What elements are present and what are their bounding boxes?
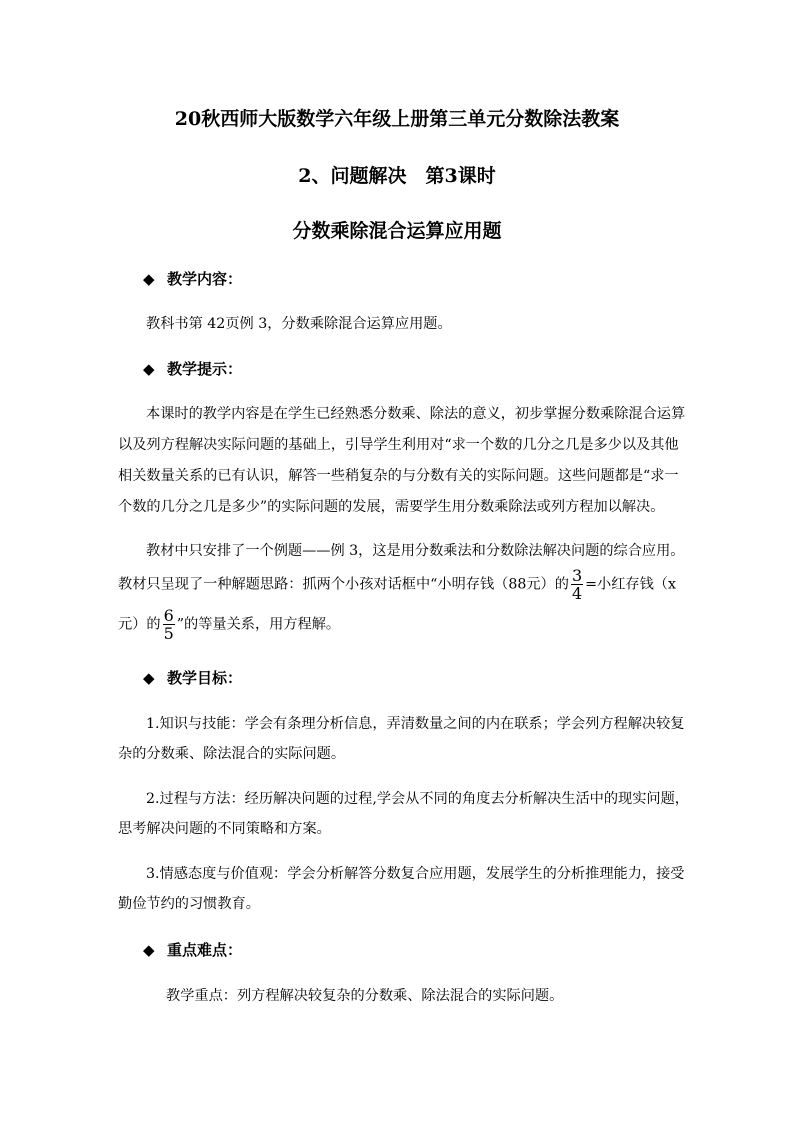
fraction-denominator: 5 <box>163 624 174 643</box>
key-points-text: 教学重点：列方程解决较复杂的分数乘、除法混合的实际问题。 <box>166 988 564 1004</box>
section-heading-content <box>143 268 242 289</box>
content-text: 教科书第 42页例 3，分数乘除混合运算应用题。 <box>146 316 452 332</box>
hint-para1-line4: 个数的几分之几是多少”的实际问题的发展，需要学生用分数乘除法或列方程加以解决。 <box>118 499 665 515</box>
section-heading-key-points <box>143 939 242 960</box>
fraction-six-fifths <box>163 607 175 642</box>
hint-para2-line2-tail: =小红存钱（x <box>585 576 676 593</box>
hint-para2-line3-text: 元）的 <box>118 616 161 633</box>
hint-para2-line2-text: 教材只呈现了一种解题思路：抓两个小孩对话框中“小明存钱（88元）的 <box>118 576 569 593</box>
section-heading-goals <box>143 667 242 688</box>
lesson-topic-title: 分数乘除混合运算应用题 <box>292 220 502 242</box>
hint-para2-line1: 教材中只安排了一个例题——例 3，这是用分数乘法和分数除法解决问题的综合应用。 <box>146 543 685 559</box>
hint-para1-line3: 相关数量关系的已有认识，解答一些稍复杂的与分数有关的实际问题。这些问题都是“求一 <box>118 468 679 484</box>
diamond-bullet-icon: ◆ <box>143 360 155 378</box>
goal-2-line2: 思考解决问题的不同策略和方案。 <box>118 821 331 837</box>
hint-para1-line2: 以及列方程解决实际问题的基础上，引导学生利用对“求一个数的几分之几是多少以及其他 <box>118 437 679 453</box>
document-title: 20秋西师大版数学六年级上册第三单元分数除法教案 <box>174 108 620 130</box>
section-heading-label: 教学提示： <box>167 360 243 378</box>
diamond-bullet-icon: ◆ <box>143 941 155 959</box>
fraction-numerator: 3 <box>571 566 583 585</box>
section-heading-label: 教学目标： <box>167 669 243 687</box>
goal-1-line1: 1.知识与技能：学会有条理分析信息，弄清数量之间的内在联系；学会列方程解决较复 <box>146 716 685 732</box>
diamond-bullet-icon: ◆ <box>143 270 155 288</box>
hint-para2-line2 <box>118 567 676 602</box>
fraction-denominator: 4 <box>571 584 583 603</box>
goal-2-line1: 2.过程与方法：经历解决问题的过程,学会从不同的角度去分析解决生活中的现实问题， <box>146 791 689 807</box>
section-heading-label: 重点难点： <box>167 941 243 959</box>
diamond-bullet-icon: ◆ <box>143 669 155 687</box>
hint-para1-line1: 本课时的教学内容是在学生已经熟悉分数乘、除法的意义，初步掌握分数乘除混合运算 <box>146 406 686 422</box>
hint-para2-line3 <box>118 607 340 642</box>
goal-1-line2: 杂的分数乘、除法混合的实际问题。 <box>118 746 346 762</box>
fraction-three-quarters <box>571 567 583 602</box>
goal-3-line2: 勤俭节约的习惯教育。 <box>118 896 260 912</box>
section-heading-hint <box>143 358 242 379</box>
lesson-subtitle: 2、问题解决 第3课时 <box>298 165 496 187</box>
section-heading-label: 教学内容： <box>167 270 243 288</box>
hint-para2-line3-tail: ”的等量关系，用方程解。 <box>176 616 341 633</box>
goal-3-line1: 3.情感态度与价值观：学会分析解答分数复合应用题，发展学生的分析推理能力，接受 <box>146 866 685 882</box>
fraction-numerator: 6 <box>163 606 174 625</box>
